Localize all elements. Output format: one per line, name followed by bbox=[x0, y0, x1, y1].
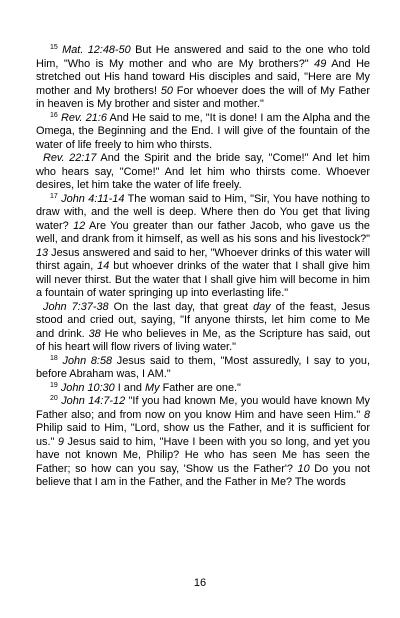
verse-number: 49 bbox=[314, 57, 327, 70]
footnote-number: 16 bbox=[50, 111, 58, 119]
verse-number: 38 bbox=[88, 327, 101, 340]
footnote bbox=[36, 355, 370, 382]
footnote bbox=[36, 193, 370, 301]
footnote bbox=[36, 382, 370, 396]
scripture-reference: John 7:37-38 bbox=[43, 300, 109, 313]
scripture-reference: Rev. 22:17 bbox=[43, 152, 97, 164]
book-page bbox=[36, 44, 370, 604]
footnote-text: For whoever does the will of My Father in heaven is My brother and sister and mother." bbox=[36, 84, 370, 110]
footnote-text: He who believes in Me, as the Scripture has said, out of his heart will flow rivers of living water." bbox=[36, 327, 370, 353]
footnote-text: On the last day, that great bbox=[108, 300, 254, 313]
footnote-text: Jesus said to them, "Most assuredly, I say to you, before Abraham was, I AM." bbox=[36, 354, 370, 380]
footnote bbox=[36, 44, 370, 112]
scripture-reference: John 10:30 bbox=[60, 381, 115, 394]
footnote-number: 18 bbox=[50, 354, 58, 362]
footnote-continuation bbox=[36, 301, 370, 355]
scripture-reference: Rev. 21:6 bbox=[60, 111, 107, 124]
footnote-continuation bbox=[36, 152, 370, 193]
footnote-number: 19 bbox=[50, 381, 58, 389]
footnote-text: Are You greater than our father Jacob, who gave us the well, and drank from it himself, as well as his sons and his livestock?" bbox=[36, 219, 370, 245]
verse-number: 50 bbox=[160, 84, 173, 97]
footnote-text: And the Spirit and the bride say, "Come!" And let him who hears say, "Come!" And let him who thirsts come. Whoever desires, let him take the water of life freely. bbox=[36, 152, 370, 191]
footnote-text: But He answered and said to the one who told Him, "Who is My mother and who are My brothers?" bbox=[36, 44, 370, 70]
footnote-number: 20 bbox=[50, 395, 58, 402]
scripture-reference: John 14:7-12 bbox=[61, 395, 126, 407]
footnote-text: "If you had known Me, you would have known My Father also; and from now on you know Him and have seen Him." bbox=[36, 395, 370, 421]
verse-number: 9 bbox=[57, 435, 64, 448]
verse-number: 12 bbox=[73, 219, 86, 232]
footnote-text: And He said to me, "It is done! I am the Alpha and the Omega, the Beginning and the End. I will give of the fountain of the water of life freely to him who thirsts. bbox=[36, 111, 371, 151]
footnote-text: I and bbox=[114, 381, 146, 394]
footnote-text: of the feast, Jesus stood and cried out, saying, "If anyone thirsts, let him come to Me and drink. bbox=[36, 300, 370, 340]
verse-number: 14 bbox=[97, 260, 110, 272]
footnote-text: The woman said to Him, "Sir, You have nothing to draw with, and the well is deep. Where then do You get that living water? bbox=[36, 192, 370, 232]
footnote-text: Father are one." bbox=[159, 381, 241, 394]
footnote bbox=[36, 395, 370, 490]
emphasis-text: My bbox=[145, 381, 160, 394]
footnote-text: Jesus answered and said to her, "Whoever drinks of this water will thirst again, bbox=[36, 246, 370, 272]
footnote-number: 17 bbox=[50, 192, 58, 200]
verse-number: 10 bbox=[297, 462, 310, 475]
verse-number: 13 bbox=[36, 246, 49, 259]
scripture-reference: Mat. 12:48-50 bbox=[62, 44, 131, 56]
footnotes-block bbox=[36, 44, 370, 490]
emphasis-text: day bbox=[253, 300, 271, 313]
footnote-number: 15 bbox=[50, 44, 58, 51]
footnote-text: Jesus said to him, "Have I been with you so long, and yet you have not known Me, Philip? He who has seen Me has seen the Father; so how can you say, 'Show us the Father'? bbox=[36, 435, 370, 475]
footnote-text: And He stretched out His hand toward His disciples and said, "Here are My mother and My brothers! bbox=[36, 57, 370, 97]
scripture-reference: John 8:58 bbox=[62, 354, 113, 367]
scripture-reference: John 4:11-14 bbox=[61, 192, 125, 205]
page-number: 16 bbox=[193, 577, 207, 589]
footnote-text: Philip said to Him, "Lord, show us the Father, and it is sufficient for us." bbox=[36, 422, 370, 448]
footnote-text: but whoever drinks of the water that I shall give him will never thirst. But the water that I shall give him will become in him a fountain of water springing up into everlasting life." bbox=[36, 260, 371, 299]
verse-number: 8 bbox=[363, 408, 370, 421]
footnote-text: Do you not believe that I am in the Father, and the Father in Me? The words bbox=[36, 462, 370, 488]
footnote bbox=[36, 112, 370, 153]
